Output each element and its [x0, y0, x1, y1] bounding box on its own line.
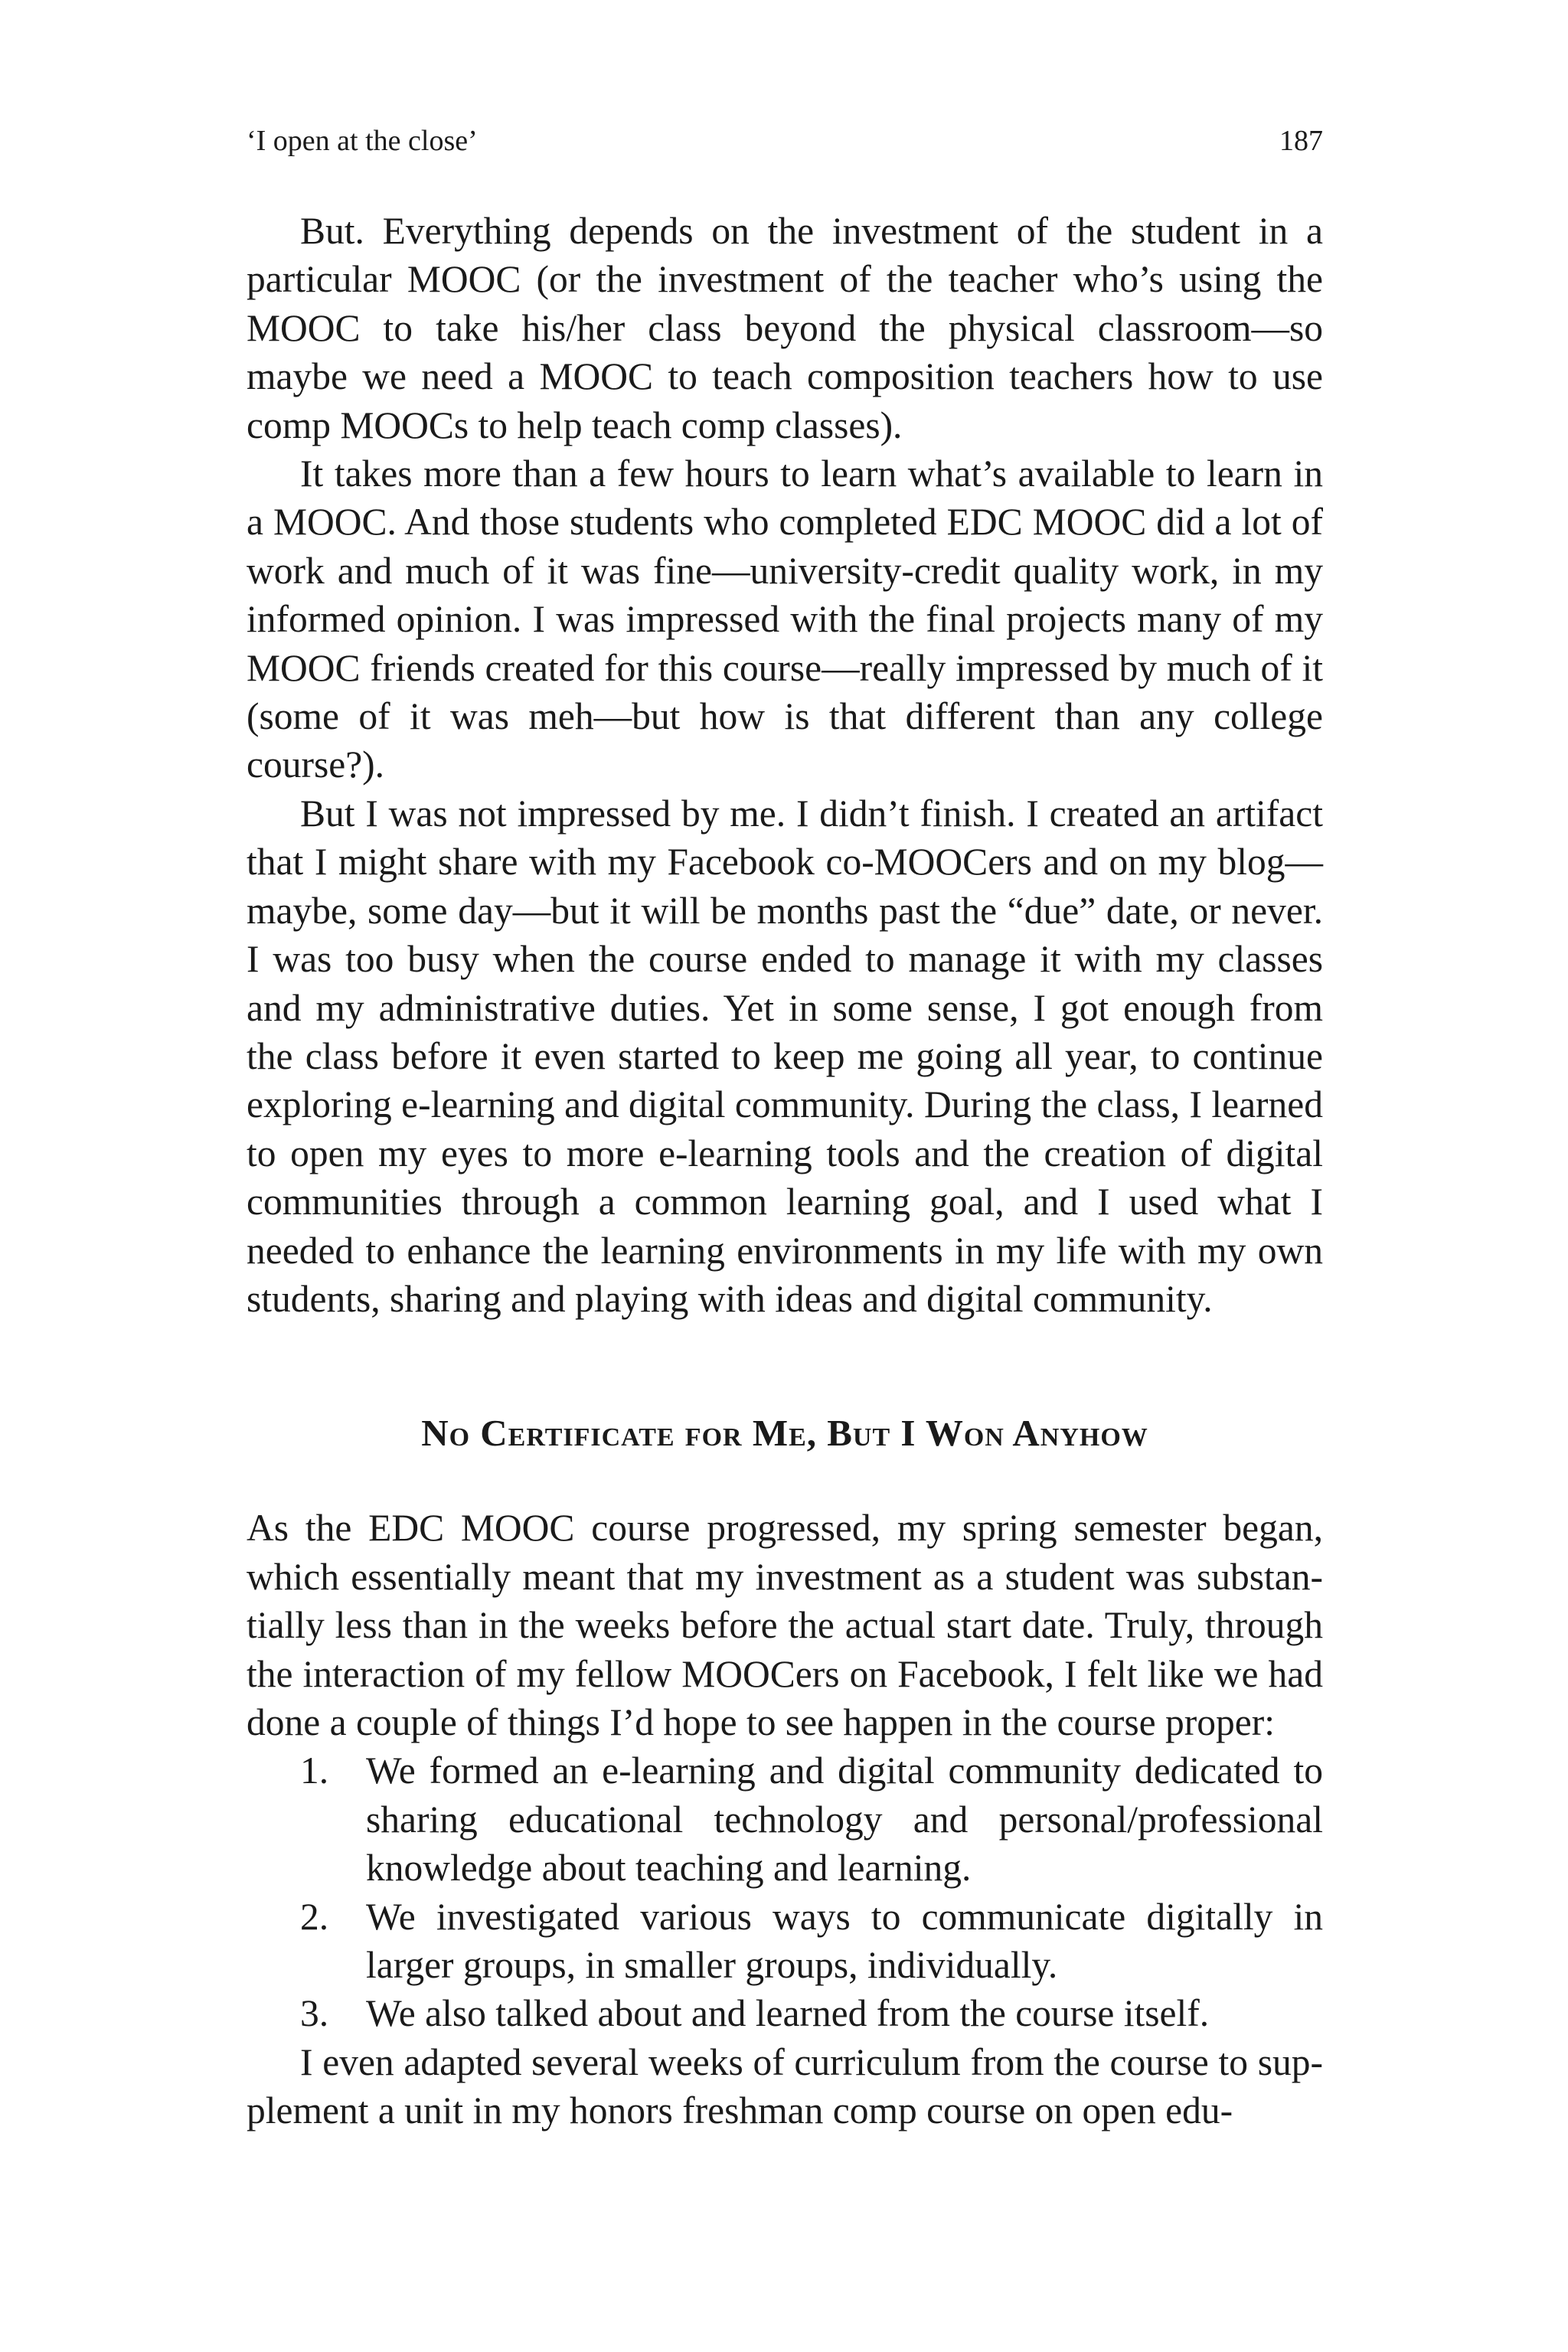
list-item-text: We also talked about and learned from the course itself. [366, 1992, 1210, 2035]
section-heading: No Certificate for Me, But I Won Anyhow [421, 1412, 1148, 1455]
closing-paragraph: I even adapted several weeks of curriculum from the course to supplement a unit in my honors freshman comp course on open edu- [247, 2040, 1323, 2132]
running-head [247, 122, 1323, 159]
paragraph: But I was not impressed by me. I didn’t finish. I created an artifact that I might share with my Facebook co-MOOCers and on my blog—maybe, some day—but it will be months past the “due” date, or never. I was too busy when the course ended to manage it with my classes and my administrative duties. Yet in some sense, I got enough from the class before it even started to keep me going all year, to continue exploring e-learning and digital community. During the class, I learned to open my eyes to more e-learning tools and the creation of digital communities through a common learning goal, and I used what I needed to enhance the learning environments in my life with my own students, sharing and playing with ideas and digital community. [247, 792, 1323, 1320]
list-item [247, 1893, 1323, 1990]
book-page [247, 122, 1323, 2135]
numbered-list [247, 1746, 1323, 2037]
page-number: 187 [1279, 125, 1323, 157]
paragraph: But. Everything depends on the investment of the student in a particular MOOC (or the investment of the teacher who’s using the MOOC to take his/her class beyond the physical classroom—so maybe we need a MOOC to teach composition teachers how to use comp MOOCs to help teach comp classes). [247, 210, 1323, 446]
list-item [247, 1746, 1323, 1892]
list-item [247, 1989, 1323, 2037]
section-intro-paragraph: As the EDC MOOC course progressed, my spring semester began, which essentially meant that my investment as a student was substantially less than in the weeks before the actual start date. Truly, through the interaction of my fellow MOOCers on Facebook, I felt like we had done a couple of things I’d hope to see happen in the course proper: [247, 1507, 1323, 1743]
list-item-number: 1. [300, 1749, 329, 1792]
body-text [247, 207, 1323, 2135]
list-item-number: 2. [300, 1895, 329, 1938]
list-item-text: We investigated various ways to communicate digitally in larger groups, in smaller groups, individually. [366, 1895, 1323, 1986]
running-title: ‘I open at the close’ [247, 125, 478, 157]
list-item-text: We formed an e-learning and digital community dedicated to sharing educational technology and personal/professional knowledge about teaching and learning. [366, 1749, 1323, 1890]
paragraph: It takes more than a few hours to learn what’s available to learn in a MOOC. And those students who completed EDC MOOC did a lot of work and much of it was fine—university-credit quality work, in my informed opinion. I was impressed with the final projects many of my MOOC friends created for this course—really impressed by much of it (some of it was meh—but how is that different than any college course?). [247, 452, 1323, 786]
list-item-number: 3. [300, 1992, 329, 2035]
